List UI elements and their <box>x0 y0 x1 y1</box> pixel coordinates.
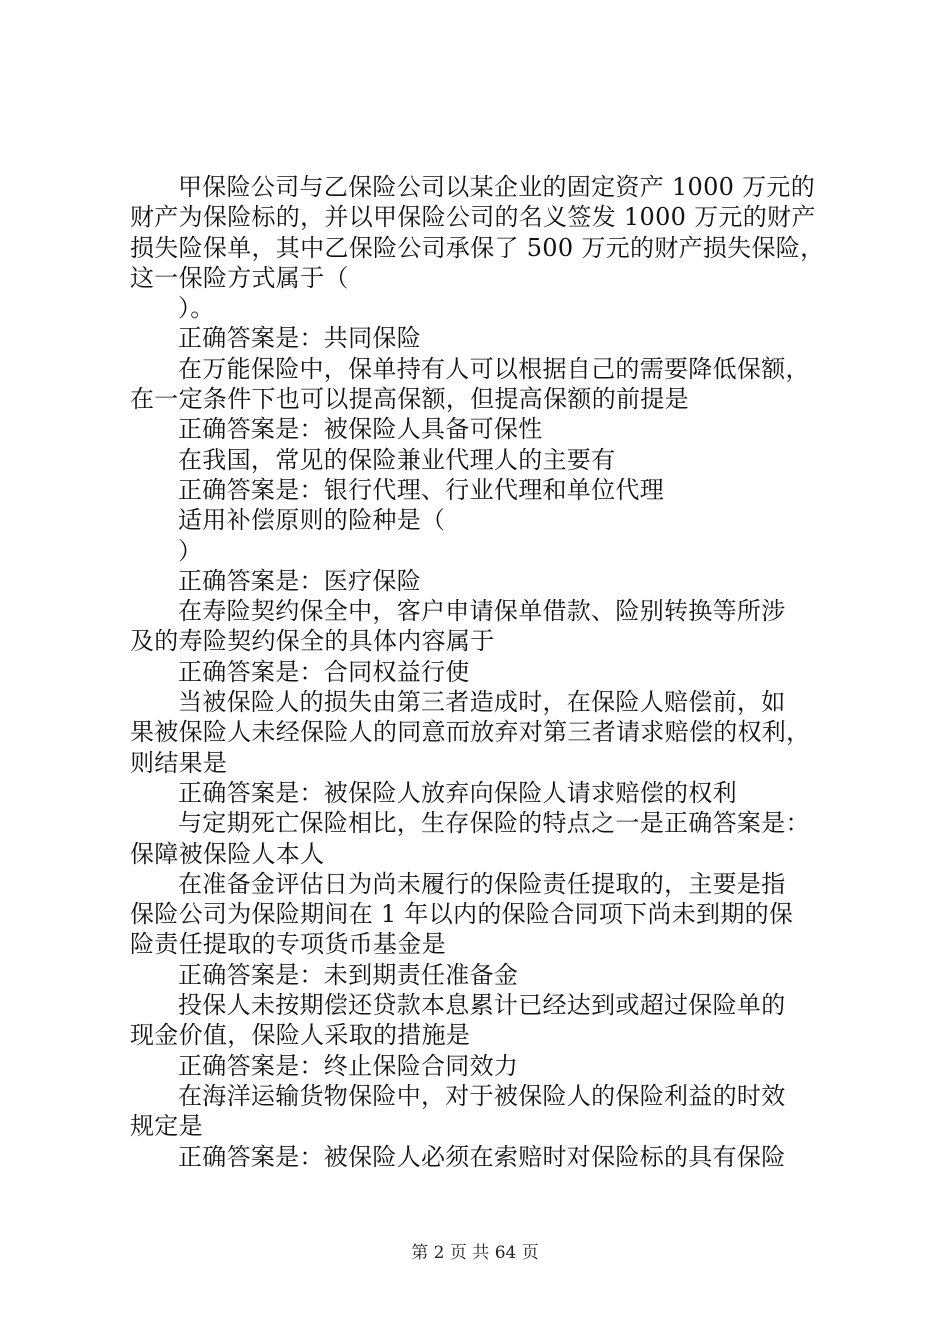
page-footer: 第 2 页 共 64 页 <box>411 1243 539 1263</box>
text-line: 与定期死亡保险相比，生存保险的特点之一是正确答案是： <box>178 809 810 838</box>
text-line: 在我国，常见的保险兼业代理人的主要有 <box>178 445 616 474</box>
text-line: 损失险保单，其中乙保险公司承保了 500 万元的财产损失保险， <box>130 233 825 262</box>
text-line: 在海洋运输货物保险中，对于被保险人的保险利益的时效 <box>178 1081 786 1110</box>
text-line: 正确答案是：未到期责任准备金 <box>178 960 519 989</box>
text-line: 保障被保险人本人 <box>130 839 325 868</box>
text-line: ） <box>178 536 203 565</box>
text-line: 在寿险契约保全中，客户申请保单借款、险别转换等所涉 <box>178 597 786 626</box>
text-line: 则结果是 <box>130 748 228 777</box>
text-line: 适用补偿原则的险种是（ <box>178 506 446 535</box>
text-line: 正确答案是：被保险人放弃向保险人请求赔偿的权利 <box>178 778 737 807</box>
text-line: 投保人未按期偿还贷款本息累计已经达到或超过保险单的 <box>178 991 786 1020</box>
text-line: 正确答案是：终止保险合同效力 <box>178 1051 519 1080</box>
text-line: 现金价值，保险人采取的措施是 <box>130 1021 471 1050</box>
text-line: 在准备金评估日为尚未履行的保险责任提取的，主要是指 <box>178 869 786 898</box>
text-line: 正确答案是：合同权益行使 <box>178 657 470 686</box>
text-line: 正确答案是：银行代理、行业代理和单位代理 <box>178 475 664 504</box>
document-body <box>130 172 838 1172</box>
text-line: 及的寿险契约保全的具体内容属于 <box>130 627 495 656</box>
text-line: 在一定条件下也可以提高保额，但提高保额的前提是 <box>130 385 689 414</box>
text-line: 险责任提取的专项货币基金是 <box>130 930 446 959</box>
text-line: 正确答案是：共同保险 <box>178 324 421 353</box>
text-line: 正确答案是：医疗保险 <box>178 566 421 595</box>
text-line: 保险公司为保险期间在 1 年以内的保险合同项下尚未到期的保 <box>130 900 794 929</box>
text-line: 在万能保险中，保单持有人可以根据自己的需要降低保额， <box>178 354 810 383</box>
text-line: ）。 <box>178 294 215 323</box>
text-line: 财产为保险标的，并以甲保险公司的名义签发 1000 万元的财产 <box>130 203 816 232</box>
text-line: 规定是 <box>130 1112 203 1141</box>
text-line: 正确答案是：被保险人必须在索赔时对保险标的具有保险 <box>178 1142 786 1171</box>
text-line: 当被保险人的损失由第三者造成时，在保险人赔偿前，如 <box>178 688 786 717</box>
text-line: 这一保险方式属于（ <box>130 263 349 292</box>
text-line: 甲保险公司与乙保险公司以某企业的固定资产 1000 万元的 <box>178 173 816 201</box>
text-line: 果被保险人未经保险人的同意而放弃对第三者请求赔偿的权利， <box>130 718 811 747</box>
text-line: 正确答案是：被保险人具备可保性 <box>178 415 543 444</box>
